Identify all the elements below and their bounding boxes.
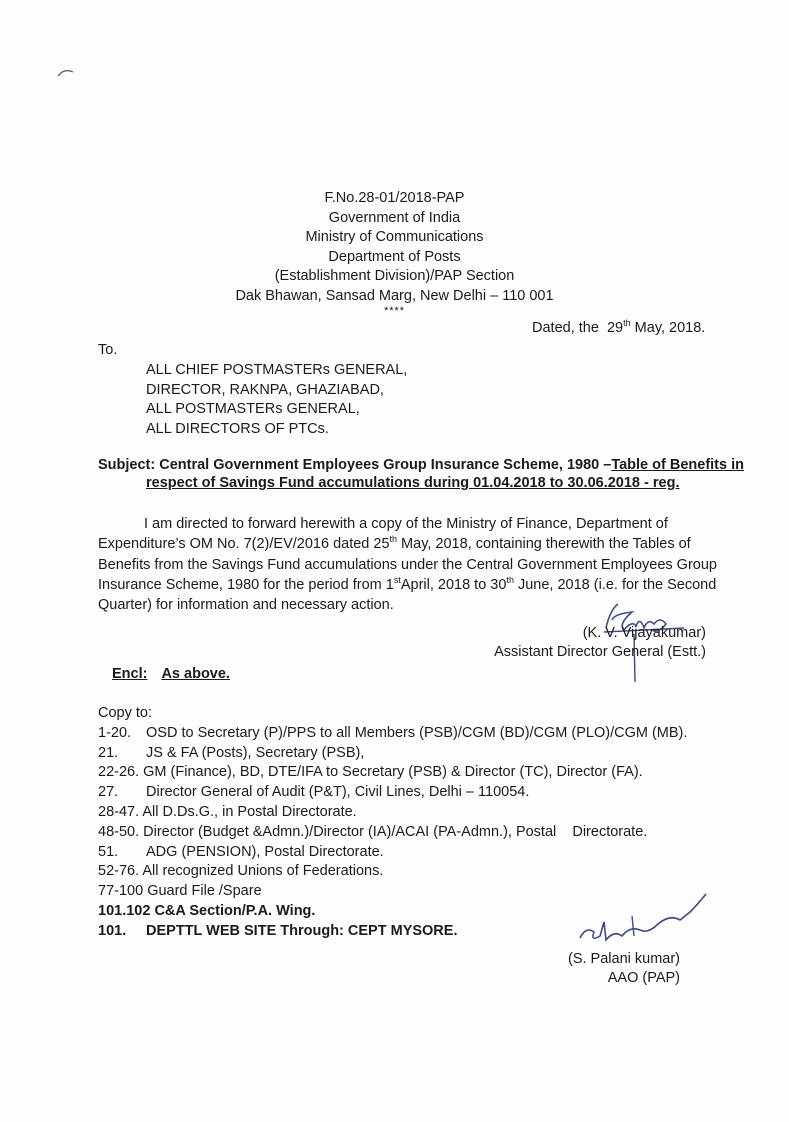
to-label: To. <box>98 342 118 358</box>
office-address: Dak Bhawan, Sansad Marg, New Delhi – 110 001 <box>235 287 554 304</box>
addressee: ALL DIRECTORS OF PTCs. <box>146 420 329 437</box>
signature-2 <box>570 886 720 956</box>
date-line: Dated, the 29th May, 2018. <box>532 318 706 336</box>
signatory-2-name: (S. Palani kumar) <box>567 951 680 967</box>
addressee: ALL POSTMASTERs GENERAL, <box>146 401 360 417</box>
list-item: 21. JS & FA (Posts), Secretary (PSB), <box>98 744 365 761</box>
file-number: F.No.28-01/2018-PAP <box>324 190 465 206</box>
header-stars: **** <box>383 305 406 317</box>
letter-header <box>0 189 789 318</box>
list-item: 1-20. OSD to Secretary (P)/PPS to all Members (PSB)/CGM (BD)/CGM (PLO)/CGM (MB). <box>98 724 688 741</box>
government: Government of India <box>328 209 461 226</box>
signatory-1 <box>470 624 706 662</box>
ministry: Ministry of Communications <box>305 229 484 245</box>
list-item: 77-100 Guard File /Spare <box>98 883 262 900</box>
page-corner-mark <box>56 66 76 80</box>
list-item: 28-47. All D.Ds.G., in Postal Directorate. <box>98 803 357 820</box>
list-item: 27. Director General of Audit (P&T), Civil Lines, Delhi – 110054. <box>98 784 530 801</box>
list-item: 22-26. GM (Finance), BD, DTE/IFA to Secretary (PSB) & Director (TC), Director (FA). <box>98 764 643 781</box>
signatory-1-name: (K. V. Vijayakumar) <box>582 625 706 641</box>
addressee: DIRECTOR, RAKNPA, GHAZIABAD, <box>146 381 384 398</box>
enclosure-line: Encl: As above. <box>112 666 230 682</box>
subject-line: Subject: Central Government Employees Group Insurance Scheme, 1980 –Table of Benefits in respect of Savings Fund accumulations during 01.04.2018 to 30.06.2018 - reg. <box>98 457 744 491</box>
list-item: 52-76. All recognized Unions of Federations. <box>98 863 384 880</box>
list-item: 101. DEPTTL WEB SITE Through: CEPT MYSORE. <box>98 922 458 939</box>
signatory-2-designation: AAO (PAP) <box>607 970 680 986</box>
signatory-2 <box>540 950 680 988</box>
signatory-1-designation: Assistant Director General (Estt.) <box>494 644 706 660</box>
body-paragraph: I am directed to forward herewith a copy of the Ministry of Finance, Department of Expenditure’s OM No. 7(2)/EV/2016 dated 25th May, 2018, containing therewith the Tables of Benefits from the Savings Fund accumulations under the Central Government Employees Group Insurance Scheme, 1980 for the period from 1stApril, 2018 to 30th June, 2018 (i.e. for the Second Quarter) for information and necessary action. <box>98 516 717 614</box>
addressee-list <box>146 361 407 439</box>
addressee: ALL CHIEF POSTMASTERs GENERAL, <box>146 362 408 378</box>
list-item: 48-50. Director (Budget &Admn.)/Director (IA)/ACAI (PA-Admn.), Postal Directorate. <box>98 823 648 840</box>
copy-to-label: Copy to: <box>98 705 152 721</box>
subject-label: Subject: <box>98 457 156 473</box>
list-item: 101.102 C&A Section/P.A. Wing. <box>98 902 316 919</box>
division: (Establishment Division)/PAP Section <box>274 268 515 284</box>
department: Department of Posts <box>328 248 461 265</box>
list-item: 51. ADG (PENSION), Postal Directorate. <box>98 843 384 860</box>
